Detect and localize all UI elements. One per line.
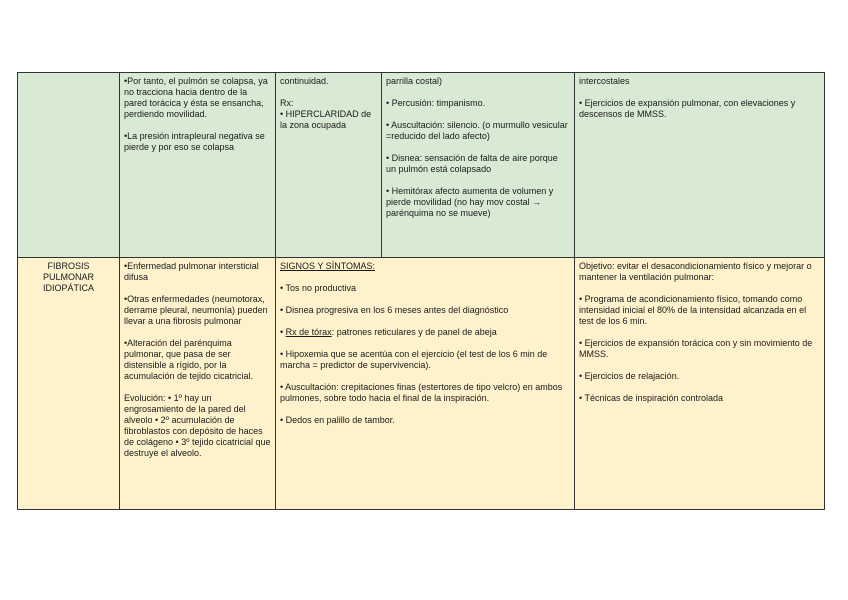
paragraph: intercostales	[579, 76, 630, 86]
paragraph: •Enfermedad pulmonar intersticial difusa	[124, 261, 259, 282]
paragraph: • Programa de acondicionamiento físico, tomando como intensidad inicial el 80% de la intensidad alcanzada en el test de los 6 min.	[579, 294, 807, 326]
paragraph: • Tos no productiva	[280, 283, 357, 293]
paragraph: • Percusión: timpanismo.	[386, 98, 486, 108]
paragraph: •Alteración del parénquima pulmonar, que pasa de ser distensible a rígido, por la acumulación de tejido cicatricial.	[124, 338, 254, 381]
paragraph: Rx: • HIPERCLARIDAD de la zona ocupada	[280, 98, 372, 130]
row-label	[18, 73, 120, 258]
paragraph: Objetivo: evitar el desacondicionamiento físico y mejorar o mantener la ventilación pulmonar:	[579, 261, 812, 282]
cell-diagnosis	[276, 73, 382, 258]
content-table	[17, 72, 825, 510]
cell-signs	[382, 73, 575, 258]
disease-name: FIBROSIS PULMONAR IDIOPÁTICA	[42, 261, 94, 293]
paragraph: continuidad.	[280, 76, 329, 86]
paragraph: •Por tanto, el pulmón se colapsa, ya no tracciona hacia dentro de la pared torácica y ésta se ensancha, perdiendo movilidad.	[124, 76, 268, 119]
cell-description	[120, 258, 276, 510]
paragraph: • Auscultación: silencio. (o murmullo vesicular =reducido del lado afecto)	[386, 120, 568, 141]
paragraph: • Disnea: sensación de falta de aire porque un pulmón está colapsado	[386, 153, 558, 174]
paragraph: • Ejercicios de expansión torácica con y sin movimiento de MMSS.	[579, 338, 813, 359]
cell-treatment	[575, 73, 825, 258]
paragraph: • Ejercicios de relajación.	[579, 371, 680, 381]
bullet: •	[280, 327, 286, 337]
rx-text: : patrones reticulares y de panel de abeja	[331, 327, 497, 337]
paragraph	[280, 327, 570, 338]
paragraph: •La presión intrapleural negativa se pierde y por eso se colapsa	[124, 131, 265, 152]
table-row	[18, 258, 825, 510]
rx-label: Rx de tórax	[285, 327, 332, 337]
paragraph: parrilla costal)	[386, 76, 443, 86]
paragraph: • Auscultación: crepitaciones finas (estertores de tipo velcro) en ambos pulmones, sobre todo hacia el final de la inspiración.	[280, 382, 563, 403]
paragraph: • Técnicas de inspiración controlada	[579, 393, 724, 403]
cell-treatment	[575, 258, 825, 510]
paragraph: Evolución: • 1º hay un engrosamiento de la pared del alveolo • 2º acumulación de fibroblastos con depósito de haces de colágeno • 3º tejido cicatricial que destruye el alveolo.	[124, 393, 271, 458]
paragraph: • Dedos en palillo de tambor.	[280, 415, 395, 425]
paragraph: •Otras enfermedades (neumotorax, derrame pleural, neumonía) pueden llevar a una fibrosis pulmonar	[124, 294, 268, 326]
signs-heading: SIGNOS Y SÍNTOMAS:	[280, 261, 376, 271]
row-label	[18, 258, 120, 510]
paragraph: • Ejercicios de expansión pulmonar, con elevaciones y descensos de MMSS.	[579, 98, 796, 119]
cell-signs-symptoms	[276, 258, 575, 510]
paragraph: • Hipoxemia que se acentúa con el ejercicio (el test de los 6 min de marcha = predictor de supervivencia).	[280, 349, 548, 370]
table-row	[18, 73, 825, 258]
cell-description	[120, 73, 276, 258]
paragraph: • Hemitórax afecto aumenta de volumen y pierde movilidad (no hay mov costal → parénquima no se mueve)	[386, 186, 554, 218]
paragraph: • Disnea progresiva en los 6 meses antes del diagnóstico	[280, 305, 509, 315]
